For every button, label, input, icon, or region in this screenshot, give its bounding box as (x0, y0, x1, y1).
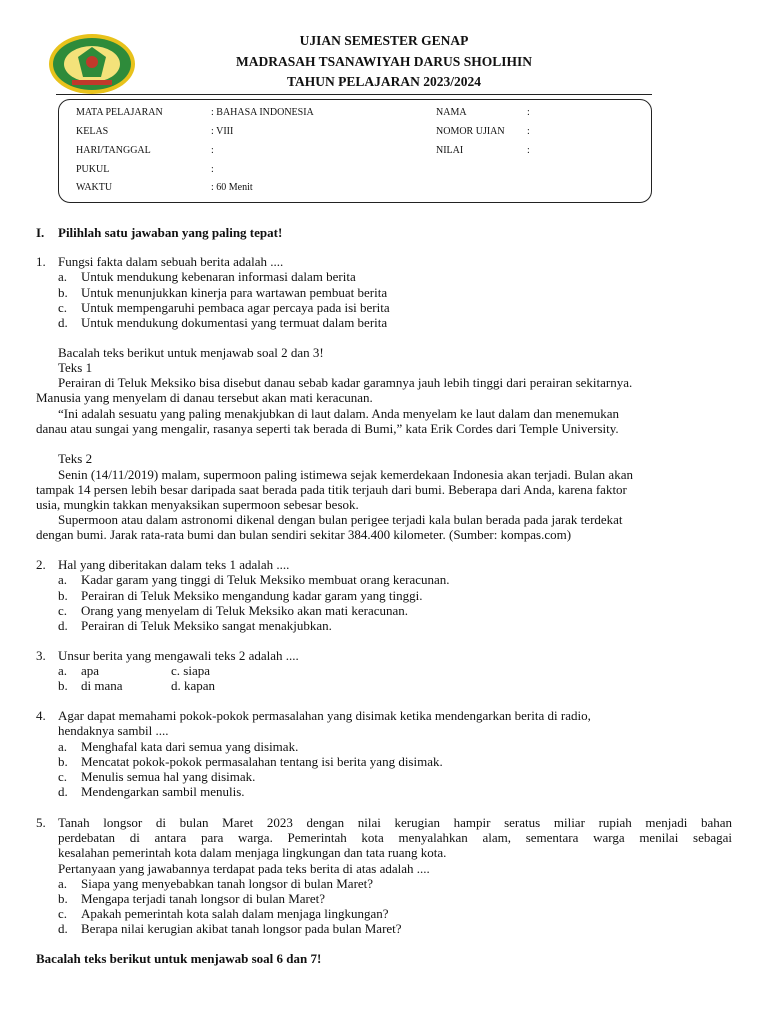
q4-option-label: a. (58, 739, 68, 754)
q3-option-label: a. (58, 663, 68, 678)
q3-option-text: di mana (81, 678, 123, 693)
q5-option-text: Mengapa terjadi tanah longsor di bulan Maret? (81, 891, 326, 906)
q5-text: perdebatan di antara para warga. Pemerintah kota menyalahkan alam, sementara warga menilai sebagai (58, 830, 732, 845)
text1-line: Perairan di Teluk Meksiko bisa disebut danau sebab kadar garamnya jauh lebih tinggi dari perairan sekitarnya. (58, 375, 633, 390)
subject-value: : BAHASA INDONESIA (211, 107, 314, 118)
exam-number-value: : (527, 126, 530, 137)
q4-option-text: Mendengarkan sambil menulis. (81, 784, 245, 799)
header-divider (56, 94, 652, 95)
q4-text: hendaknya sambil .... (58, 723, 169, 738)
q4-option-text: Menulis semua hal yang disimak. (81, 769, 256, 784)
q2-option-label: a. (58, 572, 68, 587)
name-value: : (527, 107, 530, 118)
q1-text: Fungsi fakta dalam sebuah berita adalah .... (58, 254, 284, 269)
subject-label: MATA PELAJARAN (76, 107, 163, 118)
reading-intro: Bacalah teks berikut untuk menjawab soal 2 dan 3! (58, 345, 324, 360)
q4-option-label: c. (58, 769, 68, 784)
q5-text: Tanah longsor di bulan Maret 2023 dengan nilai kerugian hampir seratus miliar rupiah menjadi bahan (58, 815, 732, 830)
exam-number-label: NOMOR UJIAN (436, 126, 505, 137)
text1-line: danau atau sungai yang mengalir, rasanya seperti tak berada di Bumi,” kata Erik Cordes dari Temple University. (36, 421, 619, 436)
q5-option-text: Berapa nilai kerugian akibat tanah longsor pada bulan Maret? (81, 921, 402, 936)
q5-option-text: Apakah pemerintah kota salah dalam menjaga lingkungan? (81, 906, 389, 921)
q5-option-label: b. (58, 891, 68, 906)
q4-option-text: Menghafal kata dari semua yang disimak. (81, 739, 299, 754)
day-date-value: : (211, 145, 214, 156)
q5-option-label: d. (58, 921, 68, 936)
q5-option-text: Siapa yang menyebabkan tanah longsor di bulan Maret? (81, 876, 374, 891)
q5-option-label: a. (58, 876, 68, 891)
class-value: : VIII (211, 126, 234, 137)
q3-text: Unsur berita yang mengawali teks 2 adalah .... (58, 648, 299, 663)
q5-option-label: c. (58, 906, 68, 921)
class-label: KELAS (76, 126, 109, 137)
text2-line: tampak 14 persen lebih besar daripada saat berada pada titik terjauh dari bumi. Beberapa dari Anda, karena faktor (36, 482, 627, 497)
section-title: Pilihlah satu jawaban yang paling tepat! (58, 225, 283, 240)
q3-option-text: d. kapan (171, 678, 216, 693)
score-label: NILAI (436, 145, 464, 156)
q5-number: 5. (36, 815, 46, 830)
q5-question: Pertanyaan yang jawabannya terdapat pada teks berita di atas adalah .... (58, 861, 430, 876)
time-value: : (211, 164, 214, 175)
day-date-label: HARI/TANGGAL (76, 145, 151, 156)
q2-option-text: Kadar garam yang tinggi di Teluk Meksiko membuat orang keracunan. (81, 572, 450, 587)
name-label: NAMA (436, 107, 467, 118)
text2-line: dengan bumi. Jarak rata-rata bumi dan bulan sendiri sekitar 384.400 kilometer. (Sumber: kompas.com) (36, 527, 572, 542)
time-label: PUKUL (76, 164, 110, 175)
text2-title: Teks 2 (58, 451, 93, 466)
text1-title: Teks 1 (58, 360, 93, 375)
q1-option-text: Untuk mendukung kebenaran informasi dalam berita (81, 269, 356, 284)
q2-option-text: Perairan di Teluk Meksiko sangat menakjubkan. (81, 618, 332, 633)
duration-value: : 60 Menit (211, 182, 253, 193)
text2-line: usia, mungkin takkan menyaksikan supermoon sebesar besok. (36, 497, 359, 512)
q3-option-text: apa (81, 663, 100, 678)
section-number: I. (36, 225, 45, 240)
q1-option-text: Untuk mempengaruhi pembaca agar percaya pada isi berita (81, 300, 390, 315)
q1-option-label: d. (58, 315, 68, 330)
q2-option-text: Perairan di Teluk Meksiko mengandung kadar garam yang tinggi. (81, 588, 423, 603)
score-value: : (527, 145, 530, 156)
text2-line: Supermoon atau dalam astronomi dikenal dengan bulan perigee terjadi kala bulan berada pada jarak terdekat (58, 512, 623, 527)
q1-option-label: b. (58, 285, 68, 300)
q1-option-label: a. (58, 269, 68, 284)
q4-text: Agar dapat memahami pokok-pokok permasalahan yang disimak ketika mendengarkan berita di radio, (58, 708, 591, 723)
q3-number: 3. (36, 648, 46, 663)
next-reading-instruction: Bacalah teks berikut untuk menjawab soal 6 dan 7! (36, 951, 322, 966)
q3-option-label: b. (58, 678, 68, 693)
text2-line: Senin (14/11/2019) malam, supermoon paling istimewa sejak kemerdekaan Indonesia akan terjadi. Bulan akan (58, 467, 633, 482)
q4-option-text: Mencatat pokok-pokok permasalahan tentang isi berita yang disimak. (81, 754, 443, 769)
q4-option-label: d. (58, 784, 68, 799)
q2-option-text: Orang yang menyelam di Teluk Meksiko akan mati keracunan. (81, 603, 408, 618)
q1-option-text: Untuk menunjukkan kinerja para wartawan pembuat berita (81, 285, 388, 300)
exam-title: UJIAN SEMESTER GENAP (299, 33, 469, 48)
q1-option-text: Untuk mendukung dokumentasi yang termuat dalam berita (81, 315, 388, 330)
q4-option-label: b. (58, 754, 68, 769)
q4-number: 4. (36, 708, 46, 723)
duration-label: WAKTU (76, 182, 113, 193)
q2-option-label: b. (58, 588, 68, 603)
school-name: MADRASAH TSANAWIYAH DARUS SHOLIHIN (236, 54, 532, 69)
text1-line: “Ini adalah sesuatu yang paling menakjubkan di laut dalam. Anda menyelam ke laut dalam dan menemukan (58, 406, 619, 421)
q1-option-label: c. (58, 300, 68, 315)
q1-number: 1. (36, 254, 46, 269)
academic-year: TAHUN PELAJARAN 2023/2024 (286, 74, 481, 89)
q2-option-label: c. (58, 603, 68, 618)
q2-option-label: d. (58, 618, 68, 633)
q3-option-text: c. siapa (171, 663, 210, 678)
q2-number: 2. (36, 557, 46, 572)
q5-text: kesalahan pemerintah kota dalam menjaga lingkungan dan tata ruang kota. (58, 845, 447, 860)
text1-line: Manusia yang menyelam di danau tersebut akan mati keracunan. (36, 390, 373, 405)
q2-text: Hal yang diberitakan dalam teks 1 adalah .... (58, 557, 290, 572)
